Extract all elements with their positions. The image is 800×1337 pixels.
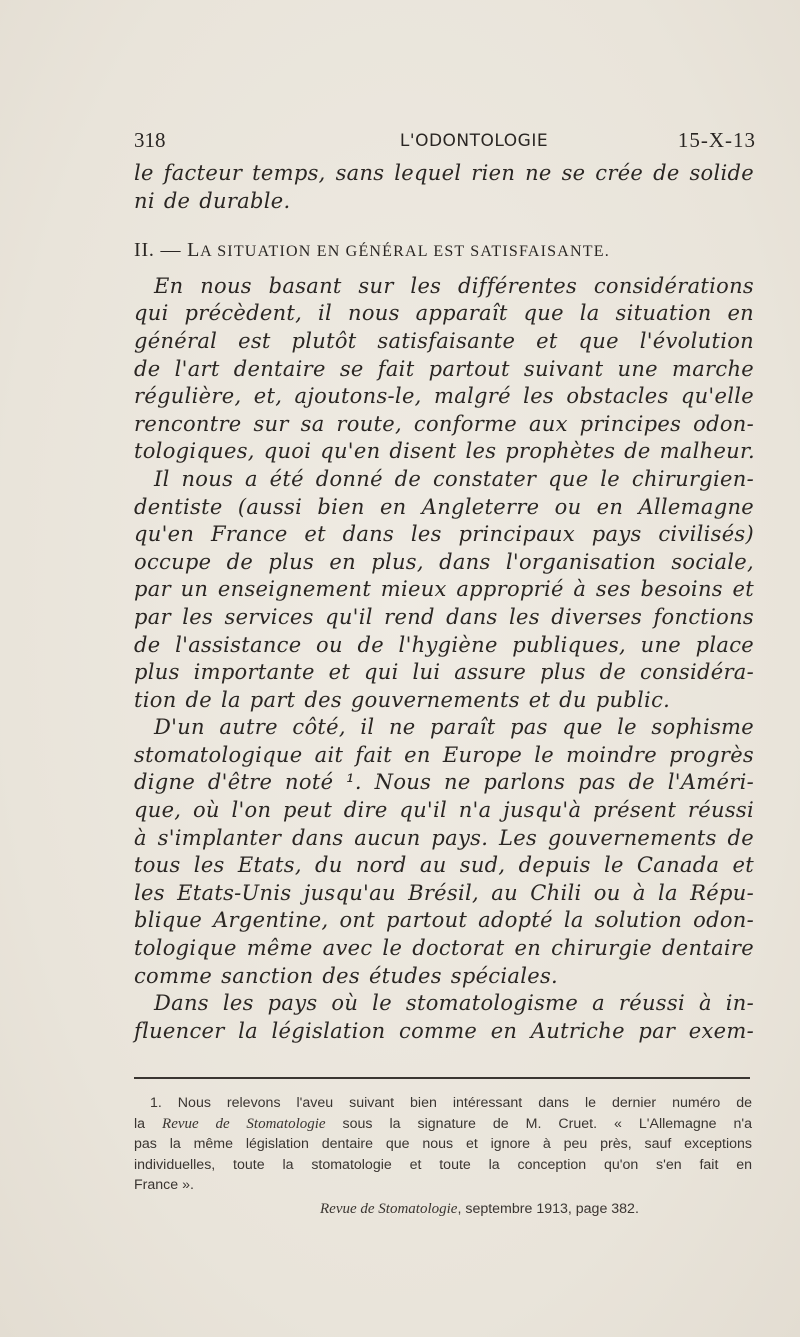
text-line: occupe de plus en plus, dans l'organisation sociale, bbox=[134, 549, 754, 574]
text-line: blique Argentine, ont partout adopté la solution odon- bbox=[134, 908, 754, 933]
text-line: qui précèdent, il nous apparaît que la situation en bbox=[134, 301, 754, 326]
text-line: de l'art dentaire se fait partout suivant une marche bbox=[134, 356, 754, 381]
footnote-line: la Revue de Stomatologie sous la signature de M. Cruet. « L'Allemagne n'a bbox=[134, 1115, 752, 1132]
text-line: Dans les pays où le stomatologisme a réussi à in- bbox=[154, 991, 754, 1016]
footnote-line: France ». bbox=[134, 1177, 194, 1194]
text-line: tion de la part des gouvernements et du public. bbox=[134, 687, 671, 712]
text-line: par un enseignement mieux approprié à ses besoins et bbox=[134, 577, 754, 602]
paragraph bbox=[134, 714, 754, 990]
text-line: tologiques, quoi qu'en disent les prophètes de malheur. bbox=[134, 439, 756, 464]
journal-title: L'ODONTOLOGIE bbox=[399, 131, 549, 151]
text-line: dentiste (aussi bien en Angleterre ou en Allemagne bbox=[134, 494, 754, 519]
paragraph bbox=[134, 273, 754, 466]
text-line: tous les Etats, du nord au sud, depuis le Canada et bbox=[134, 853, 754, 878]
text-line: stomatologique ait fait en Europe le moindre progrès bbox=[134, 742, 754, 767]
footnote-source: Revue de Stomatologie, septembre 1913, page 382. bbox=[320, 1200, 639, 1217]
text-line: digne d'être noté ¹. Nous ne parlons pas de l'Améri- bbox=[134, 770, 754, 795]
text-line: que, où l'on peut dire qu'il n'a jusqu'à présent réussi bbox=[134, 798, 754, 823]
body-text bbox=[134, 160, 754, 1045]
text-line: par les services qu'il rend dans les diverses fonctions bbox=[134, 604, 754, 629]
footnote-line: 1. Nous relevons l'aveu suivant bien intéressant dans le dernier numéro de bbox=[150, 1095, 752, 1111]
text-line: à s'implanter dans aucun pays. Les gouvernements de bbox=[134, 825, 754, 850]
text-line: plus importante et qui lui assure plus de considéra- bbox=[134, 660, 754, 685]
issue-date: 15-X-13 bbox=[677, 128, 756, 152]
text-line: le facteur temps, sans lequel rien ne se crée de solide bbox=[134, 161, 754, 185]
text-line: En nous basant sur les différentes considérations bbox=[154, 273, 754, 298]
text-line: les Etats-Unis jusqu'au Brésil, au Chili ou à la Répu- bbox=[134, 880, 754, 905]
text-line: comme sanction des études spéciales. bbox=[134, 963, 558, 988]
text-line: de l'assistance ou de l'hygiène publiques, une place bbox=[134, 632, 754, 657]
footnote-line: individuelles, toute la stomatologie et toute la conception qu'on s'en fait en bbox=[134, 1156, 752, 1173]
text-line: tologique même avec le doctorat en chirurgie dentaire bbox=[134, 936, 754, 961]
text-line: fluencer la législation comme en Autriche par exem- bbox=[134, 1018, 754, 1043]
text-line: Il nous a été donné de constater que le chirurgien- bbox=[154, 466, 754, 491]
running-header bbox=[134, 128, 764, 158]
text-line: régulière, et, ajoutons-le, malgré les obstacles qu'elle bbox=[134, 384, 754, 409]
page-number: 318 bbox=[134, 128, 166, 152]
footnote-line: pas la même législation dentaire que nous et ignore à peu près, sauf exceptions bbox=[134, 1136, 752, 1153]
paragraph bbox=[134, 990, 754, 1045]
section-heading: II. — LA SITUATION EN GÉNÉRAL EST SATISFAISANTE. bbox=[134, 239, 610, 262]
paragraph bbox=[134, 466, 754, 714]
text-line: rencontre sur sa route, conforme aux principes odon- bbox=[134, 411, 754, 436]
text-line: ni de durable. bbox=[134, 188, 291, 213]
footnote-rule bbox=[134, 1077, 750, 1079]
footnote bbox=[134, 1093, 752, 1220]
text-line: général est plutôt satisfaisante et que l'évolution bbox=[134, 328, 754, 353]
text-line: qu'en France et dans les principaux pays civilisés) bbox=[134, 522, 754, 547]
text-line: D'un autre côté, il ne paraît pas que le sophisme bbox=[154, 715, 754, 740]
